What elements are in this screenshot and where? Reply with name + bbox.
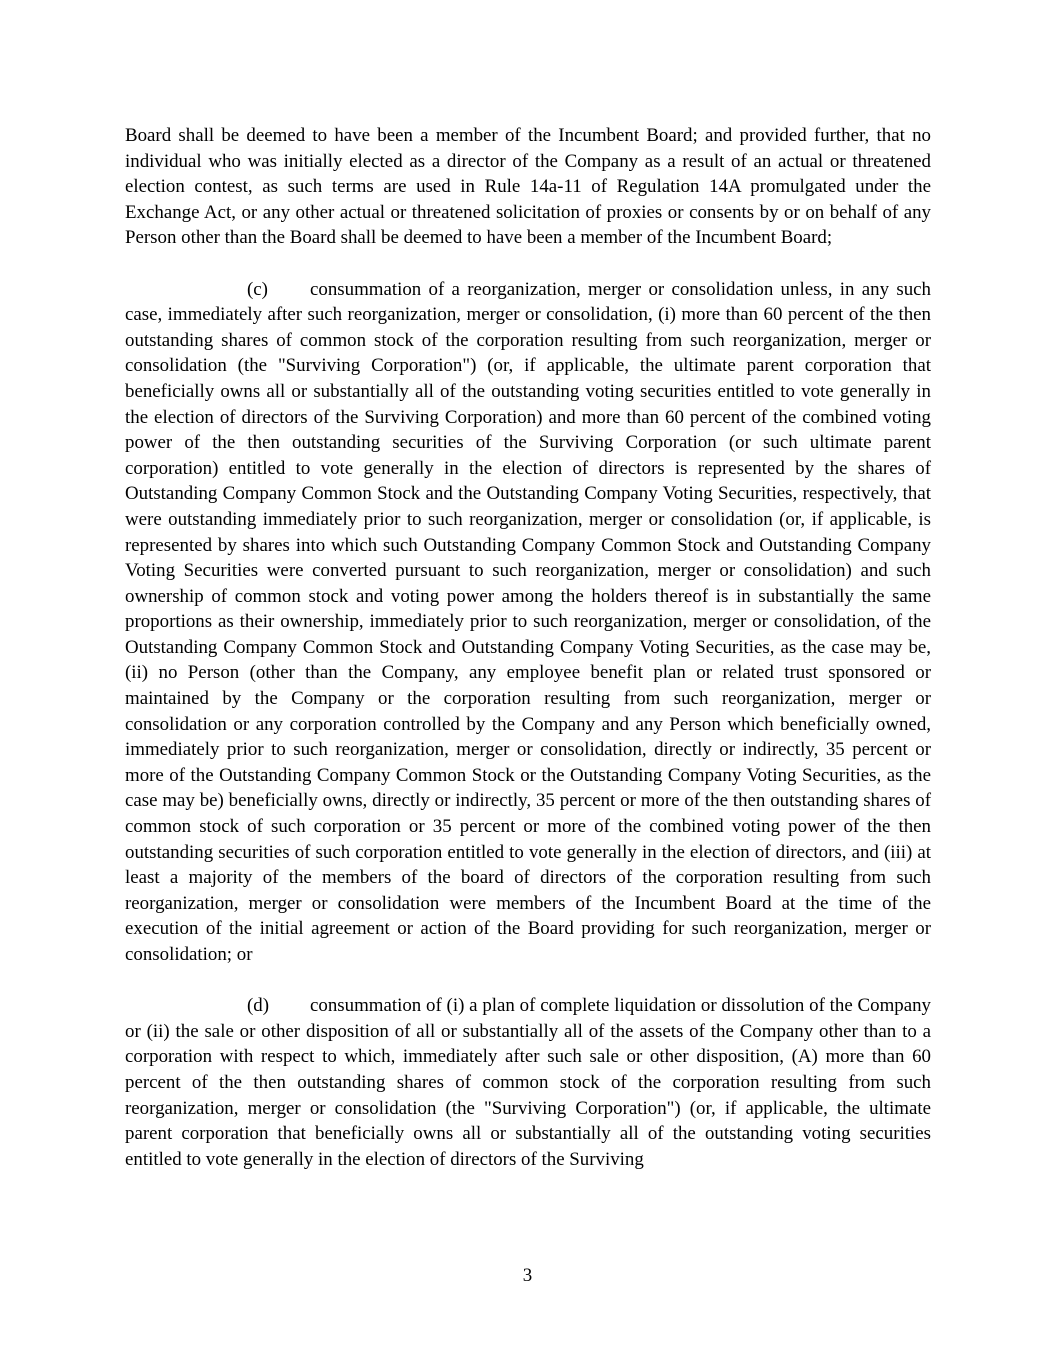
page-number: 3 (522, 1265, 533, 1286)
paragraph-text: consummation of a reorganization, merger or consolidation unless, in any such case, immediately after such reorganization, merger or consolidation, (i) more than 60 percent of the then outstanding shares of common stock of the corporation resulting from such reorganization, merger or consolidation (the "Surviving Corporation") (or, if applicable, the ultimate parent corporation that beneficially owns all or substantially all of the outstanding voting securities entitled to vote generally in the election of directors of the Surviving Corporation) and more than 60 percent of the combined voting power of the then outstanding securities of the Surviving Corporation (or such ultimate parent corporation) entitled to vote generally in the election of directors is represented by the shares of Outstanding Company Common Stock and the Outstanding Company Voting Securities, respectively, that were outstanding immediately prior to such reorganization, merger or consolidation (or, if applicable, is represented by shares into which such Outstanding Company Common Stock and Outstanding Company Voting Securities were converted pursuant to such reorganization, merger or consolidation) and such ownership of common stock and voting power among the holders thereof is in substantially the same proportions as their ownership, immediately prior to such reorganization, merger or consolidation, of the Outstanding Company Common Stock and Outstanding Company Voting Securities, as the case may be, (ii) no Person (other than the Company, any employee benefit plan or related trust sponsored or maintained by the Company or the corporation resulting from such reorganization, merger or consolidation or any corporation controlled by the Company and any Person which beneficially owned, immediately prior to such reorganization, merger or consolidation, directly or indirectly, 35 percent or more of the Outstanding Company Common Stock or the Outstanding Company Voting Securities, as the case may be) beneficially owns, directly or indirectly, 35 percent or more of the then outstanding shares of common stock of such corporation or 35 percent or more of the combined voting power of the then outstanding securities of such corporation entitled to vote generally in the election of directors, and (iii) at least a majority of the members of the board of directors of the corporation resulting from such reorganization, merger or consolidation were members of the Incumbent Board at the time of the execution of the initial agreement or action of the Board providing for such reorganization, merger or consolidation; or (125, 278, 931, 965)
document-body (125, 123, 931, 1198)
paragraph-clause-d (125, 993, 931, 1172)
clause-label: (d) (247, 995, 270, 1017)
paragraph-continuation (125, 123, 931, 251)
clause-label: (c) (247, 278, 268, 300)
paragraph-text: consummation of (i) a plan of complete liquidation or dissolution of the Company or (ii) the sale or other disposition of all or substantially all of the assets of the Company other than to a corporation with respect to which, immediately after such sale or other disposition, (A) more than 60 percent of the then outstanding shares of common stock of the corporation resulting from such reorganization, merger or consolidation (the "Surviving Corporation") (or, if applicable, the ultimate parent corporation that beneficially owns all or substantially all of the outstanding voting securities entitled to vote generally in the election of directors of the Surviving (125, 995, 931, 1170)
paragraph-text: Board shall be deemed to have been a member of the Incumbent Board; and provided further, that no individual who was initially elected as a director of the Company as a result of an actual or threatened election contest, as such terms are used in Rule 14a-11 of Regulation 14A promulgated under the Exchange Act, or any other actual or threatened solicitation of proxies or consents by or on behalf of any Person other than the Board shall be deemed to have been a member of the Incumbent Board; (125, 125, 931, 249)
paragraph-clause-c (125, 277, 931, 968)
